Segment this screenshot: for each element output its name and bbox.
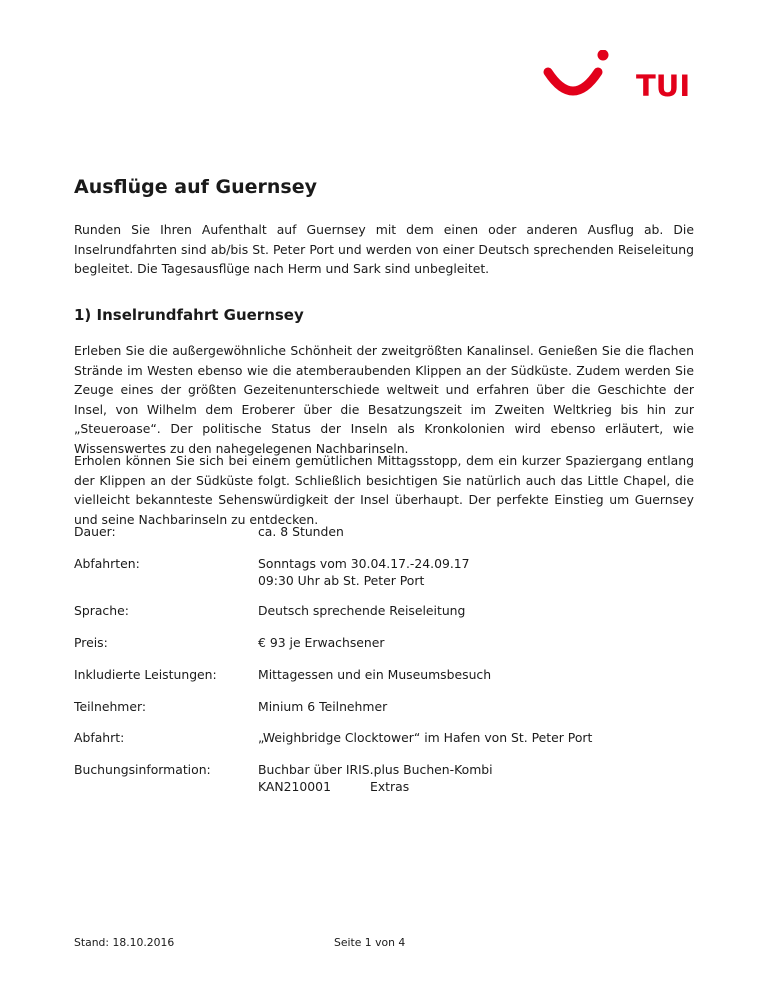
- detail-value: € 93 je Erwachsener: [258, 635, 385, 650]
- description-paragraph: Erholen können Sie sich bei einem gemütlichen Mittagsstopp, dem ein kurzer Spaziergang entlang der Klippen an der Südküste folgt. Schließlich besichtigen Sie natürlich auch das Little Chapel, die vielleicht bekannteste Sehenswürdigkeit der Insel überhaupt. Der perfekte Einstieg um Guernsey und seine Nachbarinseln zu entdecken.: [74, 453, 694, 527]
- detail-value: [258, 555, 470, 589]
- detail-label: Preis:: [74, 635, 108, 650]
- detail-value: [258, 761, 493, 795]
- detail-value: ca. 8 Stunden: [258, 524, 344, 539]
- detail-label: Teilnehmer:: [74, 699, 147, 714]
- description-paragraph: Erleben Sie die außergewöhnliche Schönheit der zweitgrößten Kanalinsel. Genießen Sie die flachen Strände im Westen ebenso wie die atemberaubenden Klippen an der Südküste. Zudem werden Sie Zeuge eines der größten Gezeitenunterschiede weltweit und erfahren über die Geschichte der Insel, von Wilhelm dem Eroberer über die Besatzungszeit im Zweiten Weltkrieg bis hin zur „Steueroase“. Der politische Status der Inseln als Kronkolonien wird ebenso erläutert, wie Wissenswertes zu den nahegelegenen Nachbarinseln.: [74, 343, 694, 456]
- section-title: 1) Inselrundfahrt Guernsey: [74, 306, 304, 324]
- detail-value: Mittagessen und ein Museumsbesuch: [258, 667, 492, 682]
- detail-label: Dauer:: [74, 524, 116, 539]
- footer-page-number: Seite 1 von 4: [334, 936, 406, 949]
- footer-date: Stand: 18.10.2016: [74, 936, 175, 949]
- detail-value-line: Sonntags vom 30.04.17.-24.09.17: [258, 556, 470, 571]
- detail-label: Abfahrten:: [74, 556, 140, 571]
- booking-code-line: [258, 778, 493, 795]
- detail-value: Minium 6 Teilnehmer: [258, 699, 388, 714]
- detail-value-line: Buchbar über IRIS.plus Buchen-Kombi: [258, 762, 493, 777]
- detail-value-line: 09:30 Uhr ab St. Peter Port: [258, 573, 425, 588]
- detail-value: „Weighbridge Clocktower“ im Hafen von St. Peter Port: [258, 730, 593, 745]
- detail-label: Inkludierte Leistungen:: [74, 667, 217, 682]
- booking-code-suffix: Extras: [370, 779, 410, 794]
- booking-code: KAN210001: [258, 779, 331, 794]
- detail-value: Deutsch sprechende Reiseleitung: [258, 603, 466, 618]
- detail-label: Abfahrt:: [74, 730, 125, 745]
- page-title: Ausflüge auf Guernsey: [74, 176, 317, 198]
- detail-label: Sprache:: [74, 603, 129, 618]
- intro-paragraph: Runden Sie Ihren Aufenthalt auf Guernsey mit dem einen oder anderen Ausflug ab. Die Inselrundfahrten sind ab/bis St. Peter Port und werden von einer Deutsch sprechenden Reiseleitung begleitet. Die Tagesausflüge nach Herm und Sark sind unbegleitet.: [74, 222, 694, 277]
- detail-label: Buchungsinformation:: [74, 762, 211, 777]
- brand-wordmark: TUI: [636, 69, 691, 103]
